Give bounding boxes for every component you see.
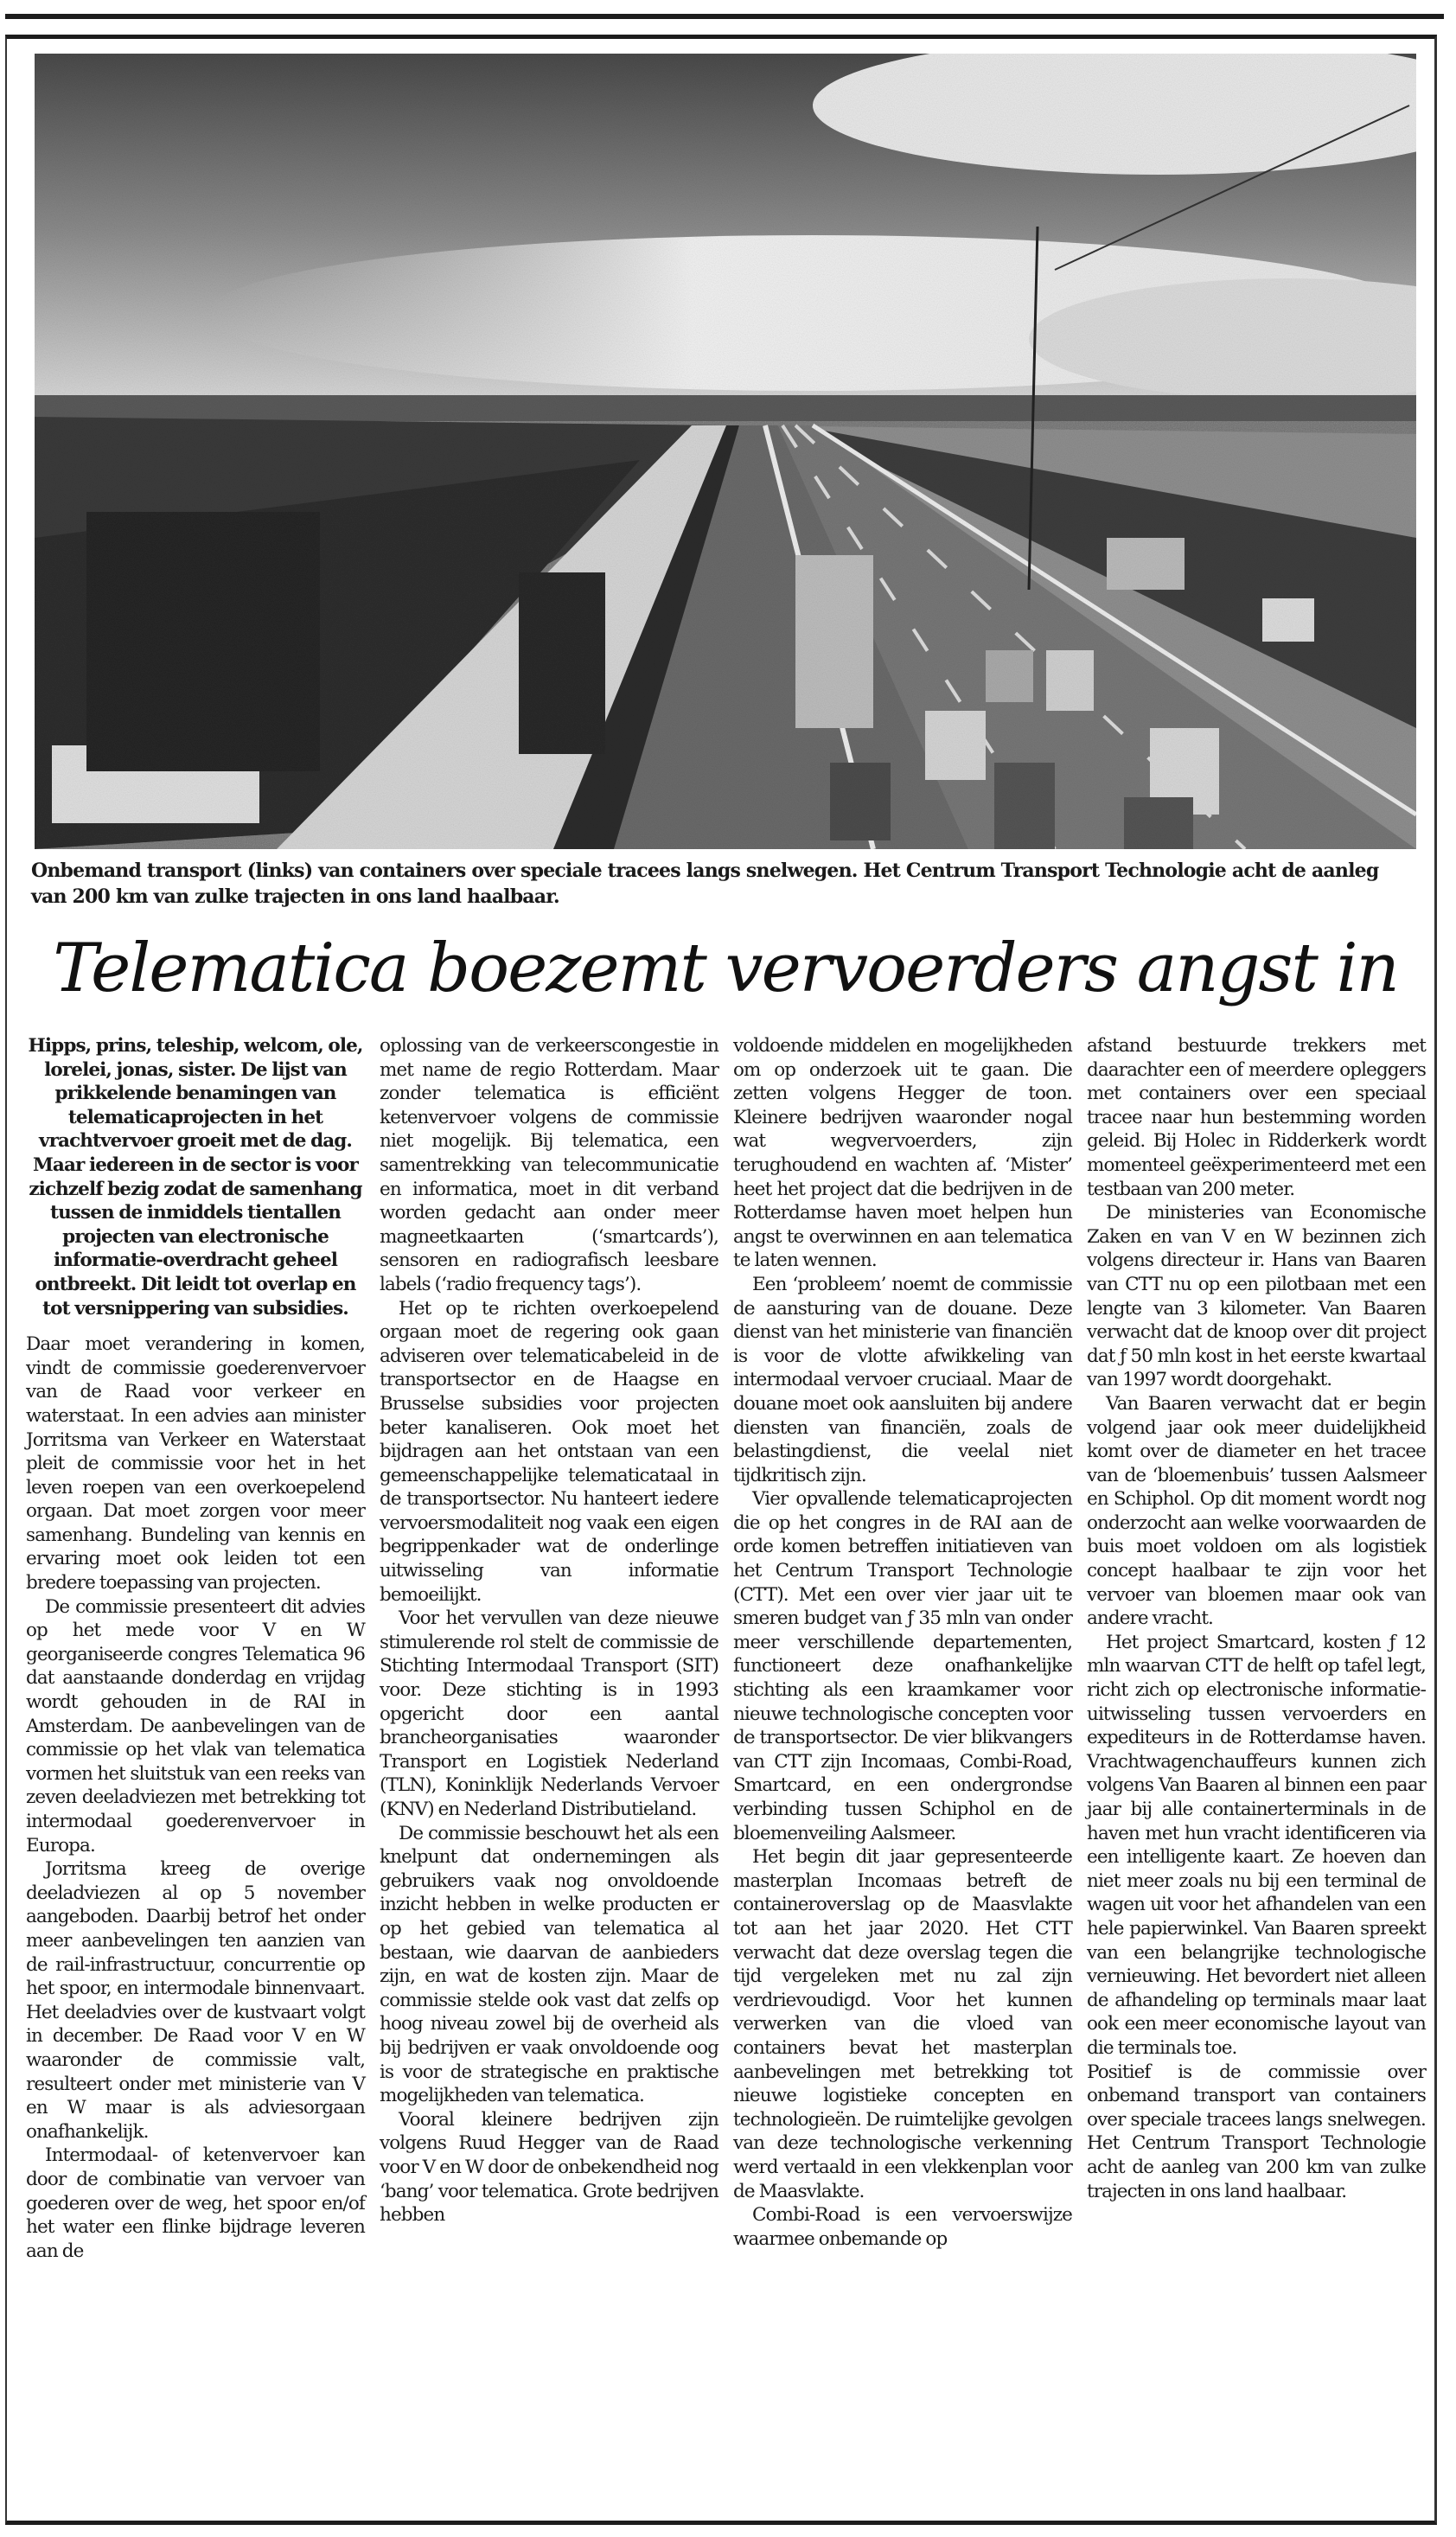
column-2 [380,1034,718,2227]
body-paragraph: Vier opvallende telematicaprojecten die op het congres in de RAI aan de orde komen betreffen initiatieven van het Centrum Transport Technologie (CTT). Met een over vier jaar uit te smeren budget van ƒ 35 mln van onder meer verschillende departementen, functioneert deze onafhankelijke stichting als een kraamkamer voor nieuwe technologische concepten voor de transportsector. De vier blikvangers van CTT zijn Incomaas, Combi-Road, Smartcard, en een ondergrondse verbinding tussen Schiphol en de bloemenveiling Aalsmeer. [733,1488,1072,1844]
body-paragraph: afstand bestuurde trekkers met daarachter een of meerdere opleggers met containers over een speciaal tracee naar hun bestemming worden geleid. Bij Holec in Ridderkerk wordt momenteel geëxperimenteerd met een testbaan van 200 meter. [1087,1035,1426,1200]
body-paragraph: Het begin dit jaar gepresenteerde masterplan Incomaas betreft de containeroverslag op de Maasvlakte tot aan het jaar 2020. Het CTT verwacht dat deze overslag tegen die tijd vergeleken met nu zal zijn verdrievoudigd. Voor het kunnen verwerken van die vloed van containers bevat het masterplan aanbevelingen met betrekking tot nieuwe logistieke concepten en technologieën. De ruimtelijke gevolgen van deze technologische verkenning werd vertaald in een vlekkenplan voor de Maasvlakte. [733,1846,1072,2202]
highway-photo-illustration [35,54,1416,849]
body-paragraph: Het project Smartcard, kosten ƒ 12 mln waarvan CTT de helft op tafel legt, richt zich op electronische informatie-uitwisseling tussen vervoerders en expediteurs in de Rotterdamse haven. Vrachtwagenchauffeurs kunnen zich volgens Van Baaren al binnen een paar jaar bij alle containerterminals in de haven met hun vracht identificeren via een intelligente kaart. Ze hoeven dan niet meer zoals nu bij een terminal de wagen uit voor het afhandelen van een hele papierwinkel. Van Baaren spreekt van een belangrijke technologische vernieuwing. Het bevordert niet alleen de afhandeling op terminals maar laat ook een meer economische layout van die terminals toe. [1087,1631,1426,2059]
body-paragraph: Daar moet verandering in komen, vindt de commissie goederenvervoer van de Raad voor verkeer en waterstaat. In een advies aan minister Jorritsma van Verkeer en Waterstaat pleit de commissie voor het in het leven roepen van een overkoepelend orgaan. Dat moet zorgen voor meer samenhang. Bundeling van kennis en ervaring moet ook leiden tot een bredere toepassing van projecten. [26,1333,365,1594]
photo-caption: Onbemand transport (links) van containers over speciale tracees langs snelwegen. Het Centrum Transport Technologie acht de aanleg van 200 km van zulke trajecten in ons land haalbaar. [31,860,1379,908]
lead-paragraph: Hipps, prins, teleship, welcom, ole, lorelei, jonas, sister. De lijst van prikkelende benamingen van telematicaprojecten in het vrachtvervoer groeit met de dag. Maar iedereen in de sector is voor zichzelf bezig zodat de samenhang tussen de inmiddels tientallen projecten van electronische informatie-overdracht geheel ontbreekt. Dit leidt tot overlap en tot versnippering van subsidies. [28,1035,363,1320]
body-paragraph: Combi-Road is een vervoerswijze waarmee onbemande op [733,2204,1072,2250]
body-paragraph: De ministeries van Economische Zaken en van V en W bezinnen zich volgens directeur ir. Hans van Baaren van CTT nu op een pilotbaan met een lengte van 3 kilometer. Van Baaren verwacht dat de knoop over dit project dat ƒ 50 mln kost in het eerste kwartaal van 1997 wordt doorgehakt. [1087,1202,1426,1391]
body-paragraph: oplossing van de verkeerscongestie in met name de regio Rotterdam. Maar zonder telematica is efficiënt ketenvervoer volgens de commissie niet mogelijk. Bij telematica, een samentrekking van telecommunicatie en informatica, moet in dit verband worden gedacht aan onder meer magneetkaarten (‘smartcards’), sensoren en radiografisch leesbare labels (‘radio frequency tags’). [380,1035,718,1295]
column-3 [733,1034,1072,2251]
body-paragraph: Intermodaal- of ketenvervoer kan door de combinatie van vervoer van goederen over de weg, het spoor en/of het water een flinke bijdrage leveren aan de [26,2144,365,2262]
column-4 [1087,1034,1426,2203]
body-paragraph: Een ‘probleem’ noemt de commissie de aansturing van de douane. Deze dienst van het ministerie van financiën is voor de vlotte afwikkeling van intermodaal vervoer cruciaal. Maar de douane moet ook aansluiten bij andere diensten van financiën, zoals de belastingdienst, die veelal niet tijdkritisch zijn. [733,1273,1072,1486]
column-1 [26,1034,365,2263]
body-paragraph: Het op te richten overkoepelend orgaan moet de regering ook gaan adviseren over telematicabeleid in de transportsector en de Haagse en Brusselse subsidies voor projecten beter kanaliseren. Ook moet het bijdragen aan het ontstaan van een gemeenschappelijke telematicataal in de transportsector. Nu hanteert iedere vervoersmodaliteit nog vaak een eigen begrippenkader wat de onderlinge uitwisseling van informatie bemoeilijkt. [380,1297,718,1606]
body-paragraph: voldoende middelen en mogelijkheden om op onderzoek uit te gaan. Die zetten volgens Hegger de toon. Kleinere bedrijven waaronder nogal wat wegvervoerders, zijn terughoudend en wachten af. ‘Mister’ heet het project dat die bedrijven in de Rotterdamse haven moet helpen hun angst te overwinnen en aan telematica te laten wennen. [733,1035,1072,1272]
article-photo [35,54,1416,849]
body-paragraph: Vooral kleinere bedrijven zijn volgens Ruud Hegger van de Raad voor V en W door de onbekendheid nog ‘bang’ voor telematica. Grote bedrijven hebben [380,2108,718,2227]
body-paragraph: Van Baaren verwacht dat er begin volgend jaar ook meer duidelijkheid komt over de diameter en het tracee van de ‘bloemenbuis’ tussen Aalsmeer en Schiphol. Op dit moment wordt nog onderzocht aan welke voorwaarden de buis moet voldoen om als logistiek concept haalbaar te zijn voor het vervoer van bloemen maar ook van andere vracht. [1087,1392,1426,1630]
body-paragraph: De commissie presenteert dit advies op het mede voor V en W georganiseerde congres Telematica 96 dat aanstaande donderdag en vrijdag wordt gehouden in de RAI in Amsterdam. De aanbevelingen van de commissie op het vlak van telematica vormen het sluitstuk van een reeks van zeven deeladviezen met betrekking tot intermodaal goederenvervoer in Europa. [26,1595,365,1856]
top-rule [5,14,1444,19]
body-paragraph: Voor het vervullen van deze nieuwe stimulerende rol stelt de commissie de Stichting Intermodaal Transport (SIT) voor. Deze stichting is in 1993 opgericht door een aantal brancheorganisaties waaronder Transport en Logistiek Nederland (TLN), Koninklijk Nederlands Vervoer (KNV) en Nederland Distributieland. [380,1607,718,1820]
body-paragraph: Positief is de commissie over onbemand transport van containers over speciale tracees langs snelwegen. Het Centrum Transport Technologie acht de aanleg van 200 km van zulke trajecten in ons land haalbaar. [1087,2061,1426,2202]
body-paragraph: De commissie beschouwt het als een knelpunt dat ondernemingen als gebruikers vaak nog onvoldoende inzicht hebben in welke producten er op het gebied van telematica al bestaan, wie daarvan de aanbieders zijn, en wat de kosten zijn. Maar de commissie stelde ook vast dat zelfs op hoog niveau zowel bij de overheid als bij bedrijven er vaak onvoldoende oog is voor de strategische en praktische mogelijkheden van telematica. [380,1822,718,2107]
body-paragraph: Jorritsma kreeg de overige deeladviezen al op 5 november aangeboden. Daarbij betrof het onder meer aanbevelingen ten aanzien van de rail-infrastructuur, concurrentie op het spoor, en intermodale binnenvaart. Het deeladvies over de kustvaart volgt in december. De Raad voor V en W waaronder de commissie valt, resulteert onder met ministerie van V en W maar is als adviesorgaan onafhankelijk. [26,1858,365,2143]
article-headline: Telematica boezemt vervoerders angst in [53,930,1398,1007]
